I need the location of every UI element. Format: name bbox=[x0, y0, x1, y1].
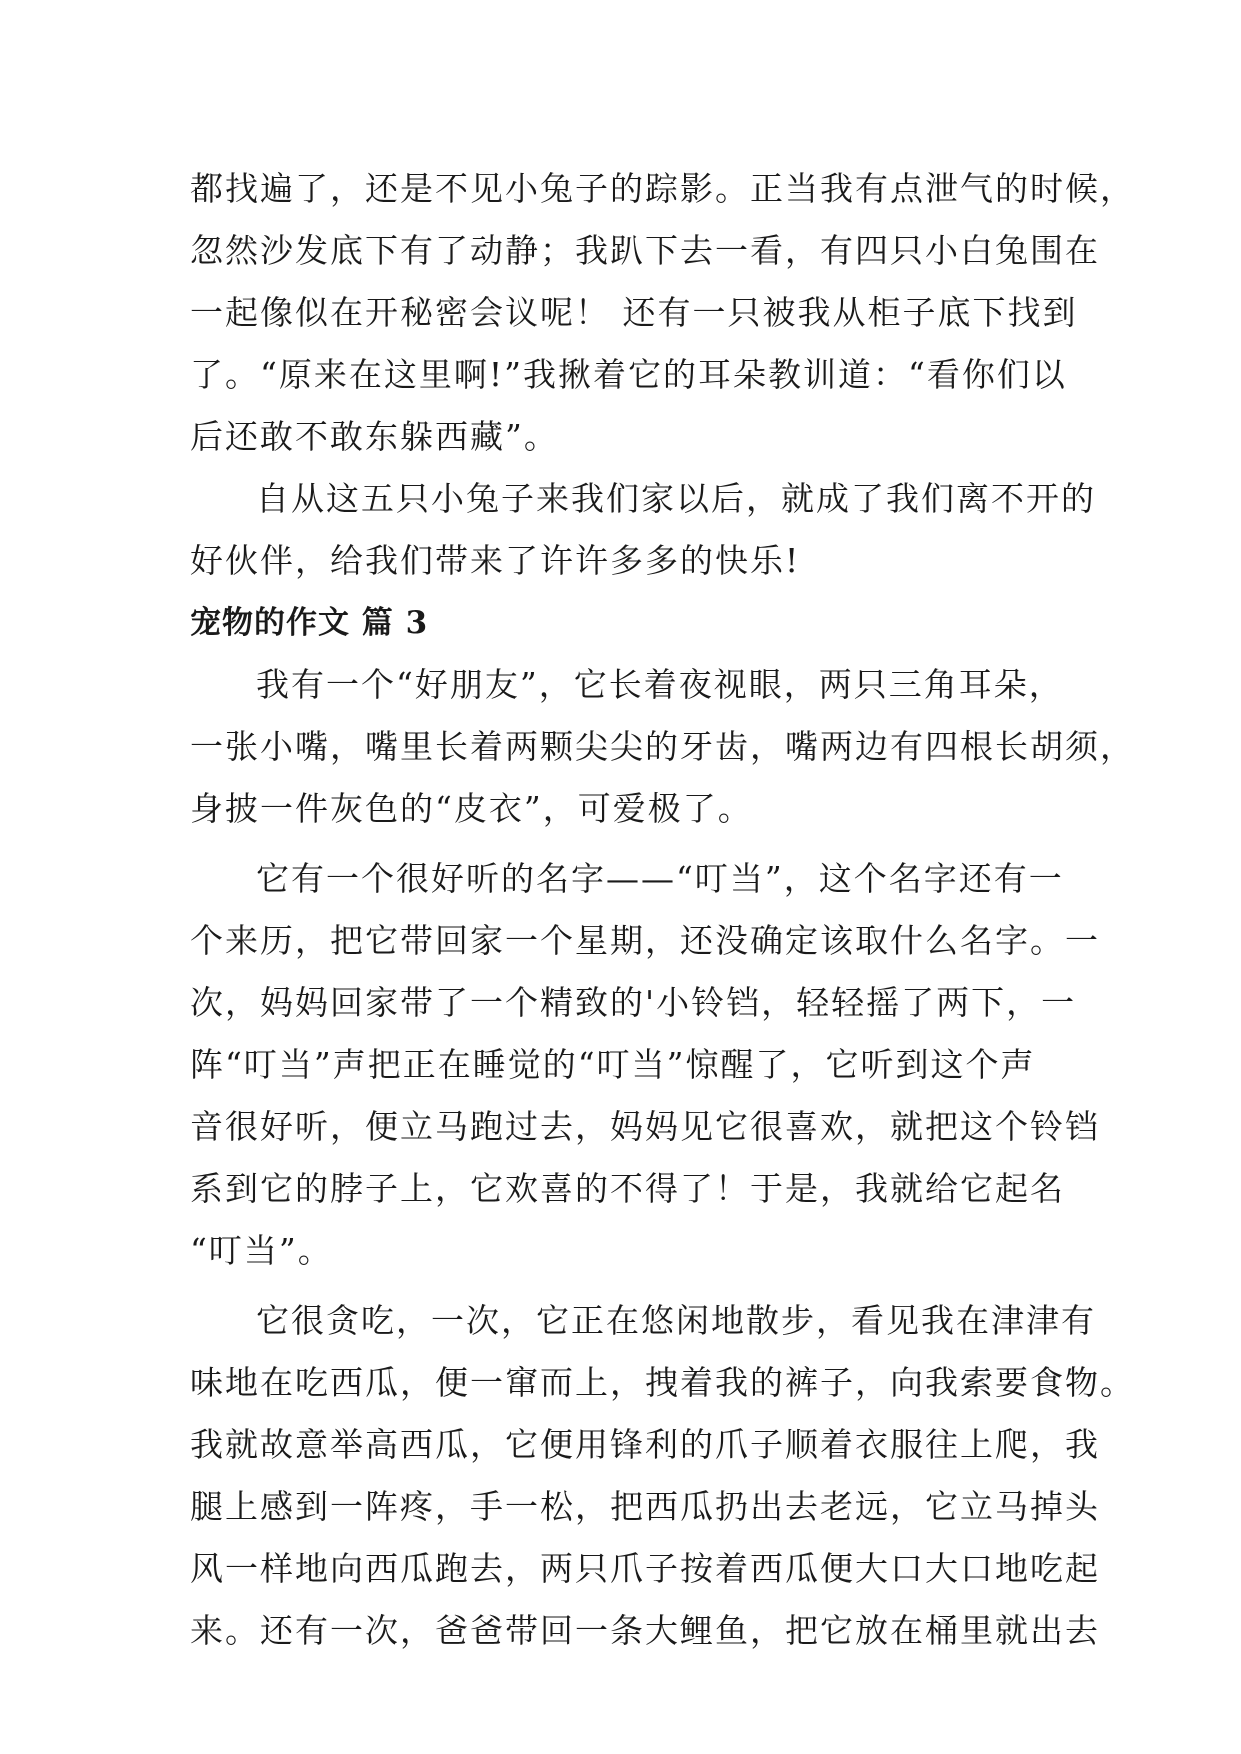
text-line: 一张小嘴，嘴里长着两颗尖尖的牙齿，嘴两边有四根长胡须， bbox=[190, 727, 1135, 766]
essay-body bbox=[190, 158, 1135, 1662]
text-line: 音很好听，便立马跑过去，妈妈见它很喜欢，就把这个铃铛 bbox=[190, 1107, 1100, 1146]
text-line: 一起像似在开秘密会议呢！ 还有一只被我从柜子底下找到 bbox=[190, 293, 1078, 332]
text-line: 我有一个“好朋友”，它长着夜视眼，两只三角耳朵， bbox=[256, 665, 1064, 704]
paragraph-gap bbox=[190, 1282, 1062, 1290]
text-line: “叮当”。 bbox=[190, 1231, 333, 1270]
section-heading: 宠物的作文 篇 3 bbox=[190, 605, 429, 641]
text-line: 来。还有一次，爸爸带回一条大鲤鱼，把它放在桶里就出去 bbox=[190, 1611, 1100, 1650]
paragraph-1 bbox=[190, 158, 1135, 468]
text-line: 都找遍了，还是不见小兔子的踪影。正当我有点泄气的时候， bbox=[190, 169, 1135, 208]
text-line: 腿上感到一阵疼，手一松，把西瓜扔出去老远，它立马掉头 bbox=[190, 1487, 1100, 1526]
text-line: 了。“原来在这里啊!”我揪着它的耳朵教训道：“看你们以 bbox=[190, 355, 1067, 394]
text-line: 它很贪吃，一次，它正在悠闲地散步，看见我在津津有 bbox=[256, 1301, 1096, 1340]
text-line: 它有一个很好听的名字——“叮当”，这个名字还有一 bbox=[256, 859, 1064, 898]
text-line: 次，妈妈回家带了一个精致的'小铃铛，轻轻摇了两下，一 bbox=[190, 983, 1077, 1022]
paragraph-5 bbox=[190, 1290, 1135, 1662]
paragraph-3 bbox=[190, 654, 1135, 840]
text-line: 自从这五只小兔子来我们家以后，就成了我们离不开的 bbox=[256, 479, 1096, 518]
text-line: 阵“叮当”声把正在睡觉的“叮当”惊醒了，它听到这个声 bbox=[190, 1045, 1036, 1084]
text-line: 个来历，把它带回家一个星期，还没确定该取什么名字。一 bbox=[190, 921, 1100, 960]
text-line: 系到它的脖子上，它欢喜的不得了！于是，我就给它起名 bbox=[190, 1169, 1065, 1208]
text-line: 好伙伴，给我们带来了许许多多的快乐! bbox=[190, 541, 801, 580]
text-line: 我就故意举高西瓜，它便用锋利的爪子顺着衣服往上爬，我 bbox=[190, 1425, 1100, 1464]
text-line: 后还敢不敢东躲西藏”。 bbox=[190, 417, 559, 456]
text-line: 风一样地向西瓜跑去，两只爪子按着西瓜便大口大口地吃起 bbox=[190, 1549, 1100, 1588]
paragraph-gap bbox=[190, 840, 1062, 848]
text-line: 忽然沙发底下有了动静；我趴下去一看，有四只小白兔围在 bbox=[190, 231, 1100, 270]
paragraph-4 bbox=[190, 848, 1100, 1282]
paragraph-2 bbox=[190, 468, 1096, 592]
text-line: 身披一件灰色的“皮衣”，可爱极了。 bbox=[190, 789, 753, 828]
text-line: 味地在吃西瓜，便一窜而上，拽着我的裤子，向我索要食物。 bbox=[190, 1363, 1135, 1402]
